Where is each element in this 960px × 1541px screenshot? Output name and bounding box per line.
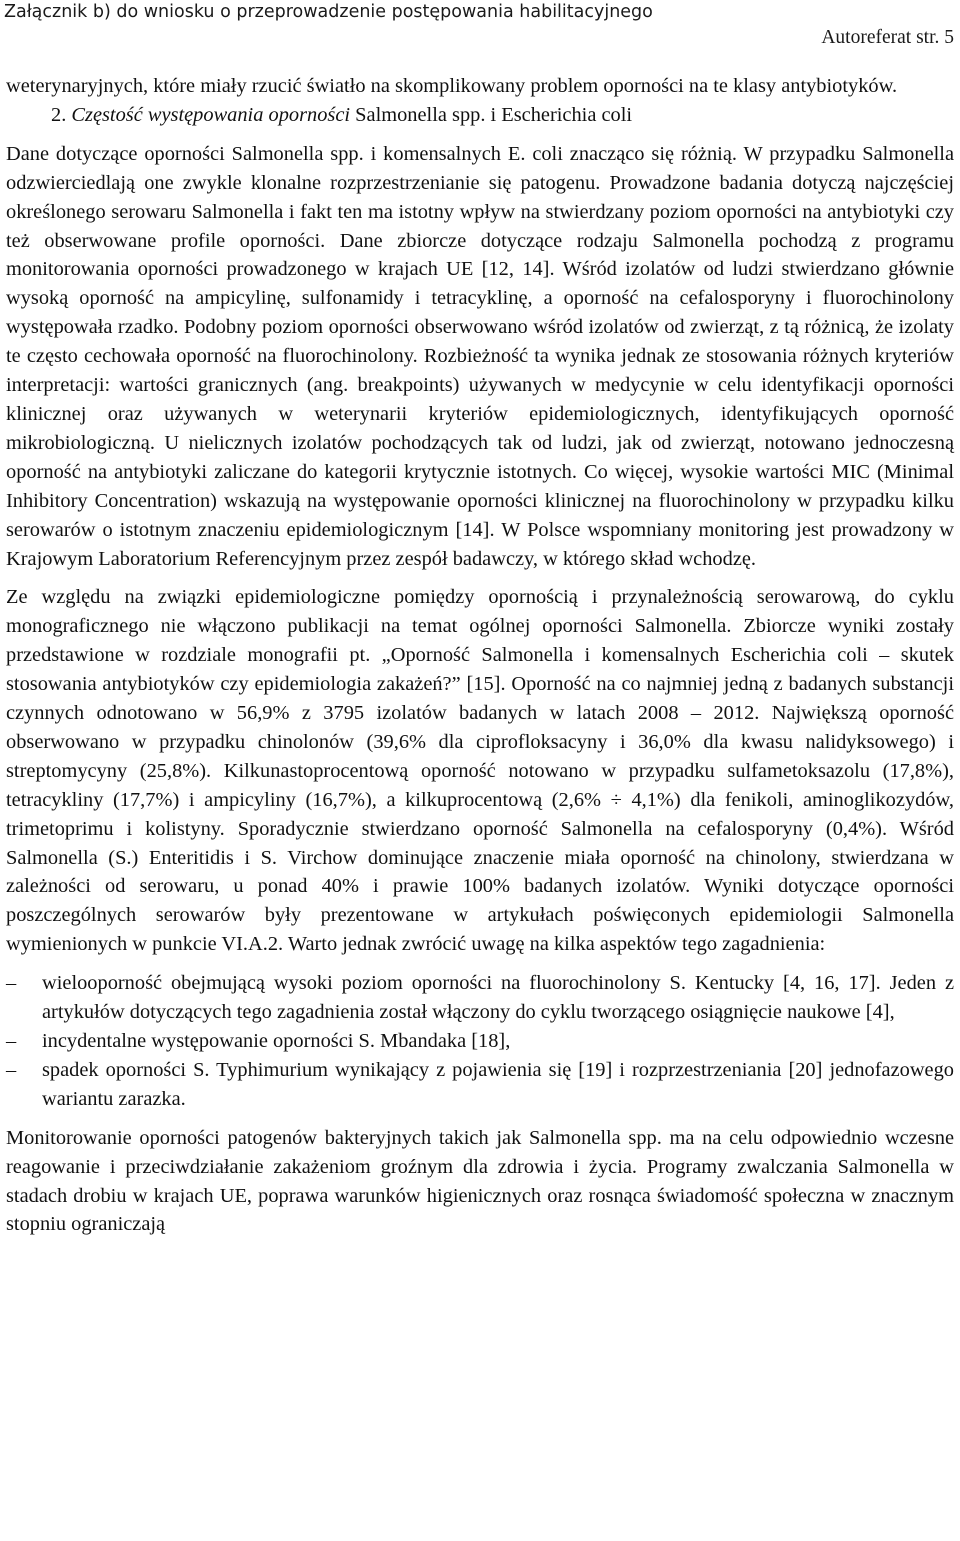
dash-bullet: – [6, 972, 17, 995]
section-title-italic: Częstość występowania oporności [71, 103, 351, 126]
list-item-text: incydentalne występowanie oporności S. Mbandaka [18], [42, 1030, 511, 1052]
list-item-text: spadek oporności S. Typhimurium wynikający z pojawienia się [19] i rozprzestrzeniania [20] jednofazowego wariantu zarazka. [42, 1058, 954, 1110]
list-item [6, 969, 954, 1027]
dash-bullet: – [6, 1058, 17, 1081]
section-number: 2. [51, 103, 67, 126]
list-item [6, 1027, 954, 1056]
list-item-text: wielooporność obejmującą wysoki poziom oporności na fluorochinolony S. Kentucky [4, 16, 17]. Jeden z artykułów dotyczących tego zagadnienia został włączony do cyklu tworzącego osiągnięcie naukowe [4], [42, 972, 954, 1024]
aspects-list [6, 969, 954, 1114]
list-item [6, 1056, 954, 1114]
paragraph-part-a: Dane dotyczące oporności Salmonella spp. i komensalnych E. coli znacząco się różnią. W przypadku Salmonella odzwierciedlają one zwykle klonalne rozprzestrzenianie się patogenu. Prowadzone badania dotyczą najczęściej określonego serowaru Salmonella i fakt ten ma istotny wpływ na stwierdzany poziom oporności na antybiotyki czy też obserwowane profile oporności. Dane zbiorcze dotyczące rodzaju Salmonella pochodzą z programu monitorowania oporności prowadzonego w krajach UE [12, 14]. [6, 142, 954, 281]
paragraph-serovar-resistance: Ze względu na związki epidemiologiczne pomiędzy opornością i przynależnością serowarową, do cyklu monograficznego nie włączono publikacji na temat ogólnej oporności Salmonella. Zbiorcze wyniki zostały przedstawione w rozdziale monografii pt. „Oporność Salmonella i komensalnych Escherichia coli – skutek stosowania antybiotyków czy epidemiologia zakażeń?” [15]. Oporność na co najmniej jedną z badanych substancji czynnych odnotowano w 56,9% z 3795 izolatów badanych w latach 2008 – 2012. Największą oporność obserwowano w przypadku chinolonów (39,6% dla ciprofloksacyny i 36,0% dla kwasu nalidyksowego) i streptomycyny (25,8%). Kilkunastoprocentową oporność notowano w przypadku sulfametoksazolu (17,8%), tetracykliny (17,7%) i ampicyliny (16,7%), a kilkuprocentową (2,6% ÷ 4,1%) dla fenikoli, aminoglikozydów, trimetoprimu i kolistyny. Sporadycznie stwierdzano oporność Salmonella na cefalosporyny (0,4%). Wśród Salmonella (S.) Enteritidis i S. Virchow dominujące znaczenie miała oporność na chinolony, stwierdzana w zależności od serowaru, u ponad 40% i prawie 100% badanych izolatów. Wyniki dotyczące oporności poszczególnych serowarów były prezentowane w artykułach poświęconych epidemiologii Salmonella wymienionych w punkcie VI.A.2. Warto jednak zwrócić uwagę na kilka aspektów tego zagadnienia: [6, 586, 954, 956]
section-heading [6, 101, 954, 130]
document-body [6, 72, 954, 1239]
section-title-rest: Salmonella spp. i Escherichia coli [350, 103, 633, 126]
dash-bullet: – [6, 1030, 17, 1052]
paragraph-monitoring: Monitorowanie oporności patogenów bakteryjnych takich jak Salmonella spp. ma na celu odpowiednio wczesne reagowanie i przeciwdziałanie zakażeniom groźnym dla zdrowia i życia. Programy zwalczania Salmonella w stadach drobiu w krajach UE, poprawa warunków higienicznych oraz rosnąca świadomość społeczna w znacznym stopniu ograniczają [6, 1126, 954, 1236]
paragraph-salmonella-data [6, 140, 954, 574]
intro-paragraph: weterynaryjnych, które miały rzucić światło na skomplikowany problem oporności na te klasy antybiotyków. [6, 75, 898, 97]
page-number-label: Autoreferat str. 5 [821, 27, 954, 48]
page-header-title: Załącznik b) do wniosku o przeprowadzenie postępowania habilitacyjnego [4, 2, 653, 22]
paragraph-part-b: Wśród izolatów od ludzi stwierdzano głównie wysoką oporność na ampicylinę, sulfonamidy i tetracyklinę, a oporność na cefalosporyny i fluorochinolony występowała rzadko. Podobny poziom oporności obserwowano wśród izolatów od zwierząt, z tą różnicą, że izolaty te często cechowała oporność na fluorochinolony. Rozbieżność ta wynika jednak ze stosowania różnych kryteriów interpretacji: wartości granicznych (ang. breakpoints) używanych w medycynie w celu identyfikacji oporności klinicznej oraz używanych w weterynarii kryteriów epidemiologicznych, identyfikujących oporność mikrobiologiczną. U nielicznych izolatów pochodzących tak od ludzi, jak od zwierząt, notowano jednoczesną oporność na antybiotyki zaliczane do kategorii krytycznie istotnych. Co więcej, wysokie wartości MIC (Minimal Inhibitory Concentration) wskazują na występowanie oporności klinicznej na fluorochinolony w przypadku kilku serowarów o istotnym znaczeniu epidemiologicznym [14]. W Polsce wspomniany monitoring jest prowadzony w Krajowym Laboratorium Referencyjnym przez zespół badawczy, w którego skład wchodzę. [6, 258, 954, 570]
